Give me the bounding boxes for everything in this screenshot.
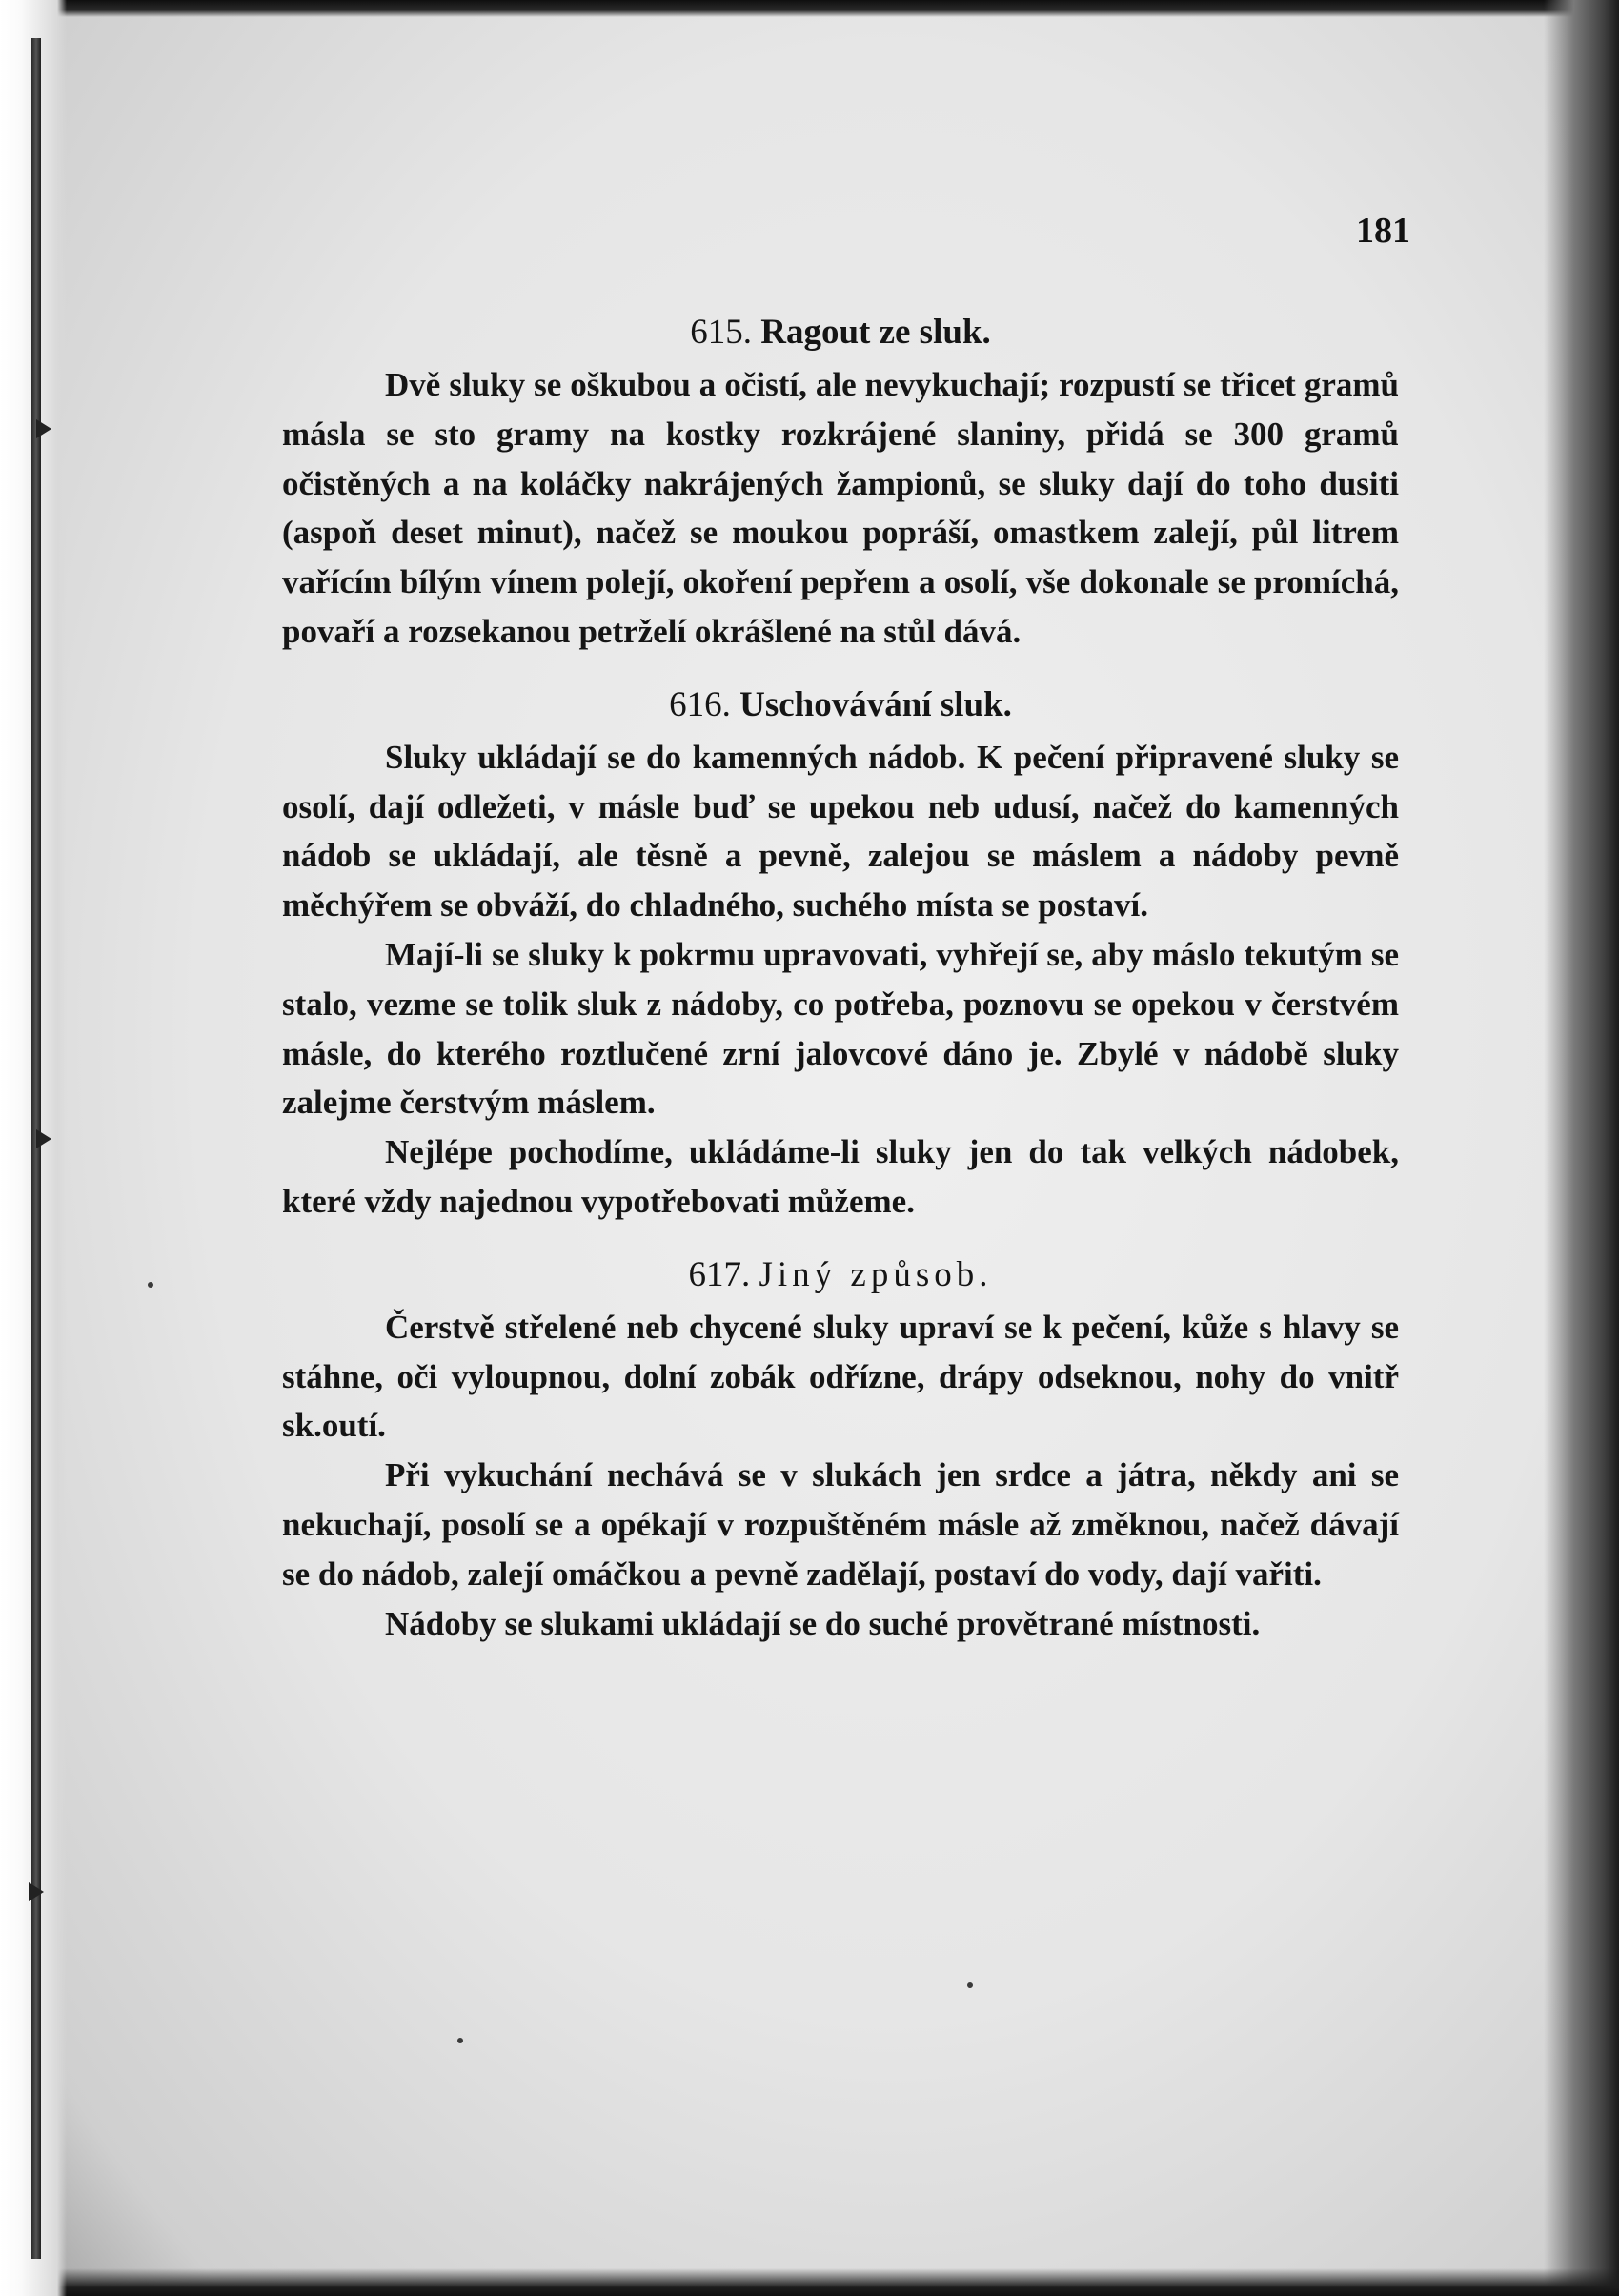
dust-speck (148, 1282, 153, 1288)
spine-gutter-line (31, 38, 41, 2259)
recipe-paragraph: Při vykuchání nechává se v slukách jen srdce a játra, někdy ani se nekuchají, posolí se a opékají v rozpuštěném másle až změknou, načež dávají se do nádob, zalejí omáčkou a pevně zadělají, postaví do vody, dají vařiti. (282, 1456, 1399, 1593)
recipe-title: Jiný způsob. (759, 1254, 993, 1294)
recipe-paragraph: Nádoby se slukami ukládají se do suché provětrané místnosti. (385, 1604, 1261, 1642)
spine-notch-icon (36, 419, 51, 438)
spine-notch-icon (29, 1882, 44, 1901)
recipe-title: Uschovávání sluk. (739, 684, 1012, 724)
page-text (282, 305, 1399, 1648)
spine-notch-icon (36, 1129, 51, 1148)
dust-speck (967, 1982, 973, 1988)
recipe-heading-617 (282, 1248, 1399, 1303)
bottom-scan-edge (0, 2268, 1619, 2296)
recipe-number: 616. (669, 684, 731, 724)
page-number: 181 (1356, 211, 1410, 251)
recipe-paragraph: Čerstvě střelené neb chycené sluky upraví se k pečení, kůže s hlavy se stáhne, oči vyloupnou, dolní zobák odřízne, drápy odseknou, nohy do vnitř sk.outí. (282, 1308, 1399, 1445)
recipe-heading-615 (282, 305, 1399, 360)
recipe-paragraph: Dvě sluky se oškubou a očistí, ale nevykuchají; rozpustí se třicet gramů másla se sto gramy na kostky rozkrájené slaniny, přidá se 300 gramů očistěných a na koláčky nakrájených žampionů, se sluky dají do toho dusiti (aspoň deset minut), načež se moukou popráší, omastkem zalejí, půl litrem vařícím bílým vínem polejí, okoření pepřem a osolí, vše dokonale se promíchá, povaří a rozsekanou petrželí okrášlené na stůl dává. (282, 366, 1399, 650)
recipe-paragraph: Mají-li se sluky k pokrmu upravovati, vyhřejí se, aby máslo tekutým se stalo, vezme se tolik sluk z nádoby, co potřeba, poznovu se opekou v čerstvém másle, do kterého roztlučené zrní jalovcové dáno je. Zbylé v nádobě sluky zalejme čerstvým máslem. (282, 935, 1399, 1122)
recipe-number: 615. (690, 313, 752, 352)
top-scan-edge (0, 0, 1619, 17)
recipe-number: 617. (688, 1254, 751, 1294)
book-spine (0, 0, 67, 2296)
recipe-heading-616 (282, 678, 1399, 733)
recipe-title: Ragout ze sluk. (760, 313, 991, 352)
dust-speck (457, 2038, 463, 2043)
recipe-paragraph: Nejlépe pochodíme, ukládáme-li sluky jen do tak velkých nádobek, které vždy najednou vypotřebovati můžeme. (282, 1133, 1399, 1220)
right-scan-edge (1544, 0, 1619, 2296)
recipe-paragraph: Sluky ukládají se do kamenných nádob. K pečení připravené sluky se osolí, dají odležeti, v másle buď se upekou neb udusí, načež do kamenných nádob se ukládají, ale těsně a pevně, zalejou se máslem a nádoby pevně měchýřem se obváží, do chladného, suchého místa se postaví. (282, 738, 1399, 924)
